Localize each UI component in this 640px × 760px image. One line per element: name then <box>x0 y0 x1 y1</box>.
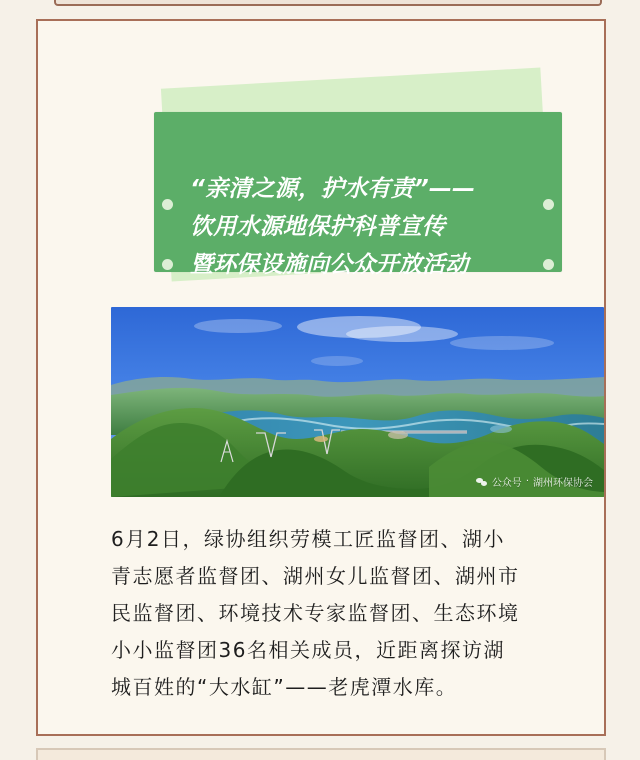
top-card-edge <box>54 0 602 6</box>
title-banner <box>154 78 564 308</box>
article-line-1: 6月2日，绿协组织劳模工匠监督团、湖小 <box>111 527 505 551</box>
article-line-4: 小小监督团36名相关成员，近距离探访湖 <box>111 638 505 662</box>
reservoir-landscape-image <box>111 307 604 497</box>
article-body <box>111 521 613 706</box>
title-dot-left-top <box>162 199 173 210</box>
title-dot-right-bottom <box>543 259 554 270</box>
article-card <box>36 19 606 736</box>
article-line-2: 青志愿者监督团、湖州女儿监督团、湖州市 <box>111 564 520 588</box>
watermark-account: 湖州环保协会 <box>533 478 593 489</box>
title-line-3: 暨环保设施向公众开放活动 <box>190 252 469 278</box>
bottom-card-edge <box>36 748 606 760</box>
watermark-separator: · <box>525 476 529 487</box>
article-line-5: 城百姓的“大水缸”——老虎潭水库。 <box>111 675 458 699</box>
watermark-prefix: 公众号 <box>491 478 522 489</box>
title-dot-left-bottom <box>162 259 173 270</box>
title-panel <box>154 112 562 278</box>
article-line-3: 民监督团、环境技术专家监督团、生态环境 <box>111 601 520 625</box>
title-line-1: “亲清之源，护水有责”—— <box>190 176 476 202</box>
title-line-2: 饮用水源地保护科普宣传 <box>190 214 446 240</box>
title-dot-right-top <box>543 199 554 210</box>
title-text <box>190 170 540 284</box>
